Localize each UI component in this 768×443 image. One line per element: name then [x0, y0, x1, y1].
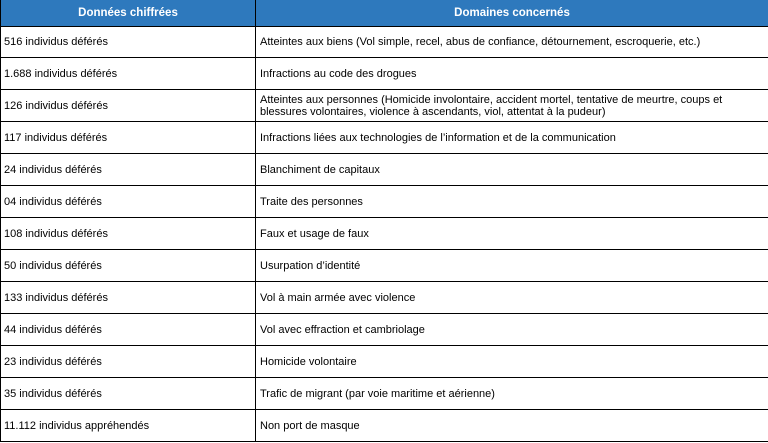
domain-cell: Vol à main armée avec violence: [256, 282, 768, 314]
count-cell: 126 individus déférés: [1, 90, 256, 122]
table-row: [1, 58, 768, 90]
table-row: [1, 314, 768, 346]
table-row: [1, 90, 768, 122]
count-cell: 108 individus déférés: [1, 218, 256, 250]
domain-cell: Faux et usage de faux: [256, 218, 768, 250]
count-cell: 117 individus déférés: [1, 122, 256, 154]
domain-cell: Atteintes aux biens (Vol simple, recel, abus de confiance, détournement, escroquerie, etc.): [256, 27, 768, 58]
domain-cell: Trafic de migrant (par voie maritime et aérienne): [256, 378, 768, 410]
table-row: [1, 378, 768, 410]
table-row: [1, 282, 768, 314]
count-cell: 44 individus déférés: [1, 314, 256, 346]
domain-cell: Infractions liées aux technologies de l’information et de la communication: [256, 122, 768, 154]
table-row: [1, 122, 768, 154]
domain-cell: Usurpation d’identité: [256, 250, 768, 282]
domain-cell: Atteintes aux personnes (Homicide involontaire, accident mortel, tentative de meurtre, coups et blessures volontaires, violence à ascendants, viol, attentat à la pudeur): [256, 90, 768, 122]
count-cell: 11.112 individus appréhendés: [1, 410, 256, 442]
table-row: [1, 154, 768, 186]
header-row: [1, 0, 768, 27]
header-donnees-chiffrees: Données chiffrées: [1, 0, 256, 27]
count-cell: 516 individus déférés: [1, 27, 256, 58]
table-row: [1, 410, 768, 442]
domain-cell: Vol avec effraction et cambriolage: [256, 314, 768, 346]
count-cell: 23 individus déférés: [1, 346, 256, 378]
count-cell: 133 individus déférés: [1, 282, 256, 314]
table-row: [1, 346, 768, 378]
domain-cell: Non port de masque: [256, 410, 768, 442]
header-domaines-concernes: Domaines concernés: [256, 0, 768, 27]
count-cell: 04 individus déférés: [1, 186, 256, 218]
domain-cell: Blanchiment de capitaux: [256, 154, 768, 186]
count-cell: 1.688 individus déférés: [1, 58, 256, 90]
count-cell: 35 individus déférés: [1, 378, 256, 410]
count-cell: 50 individus déférés: [1, 250, 256, 282]
table-row: [1, 250, 768, 282]
table-row: [1, 218, 768, 250]
domain-cell: Infractions au code des drogues: [256, 58, 768, 90]
domain-cell: Traite des personnes: [256, 186, 768, 218]
table-row: [1, 186, 768, 218]
count-cell: 24 individus déférés: [1, 154, 256, 186]
domain-cell: Homicide volontaire: [256, 346, 768, 378]
table-row: [1, 27, 768, 58]
